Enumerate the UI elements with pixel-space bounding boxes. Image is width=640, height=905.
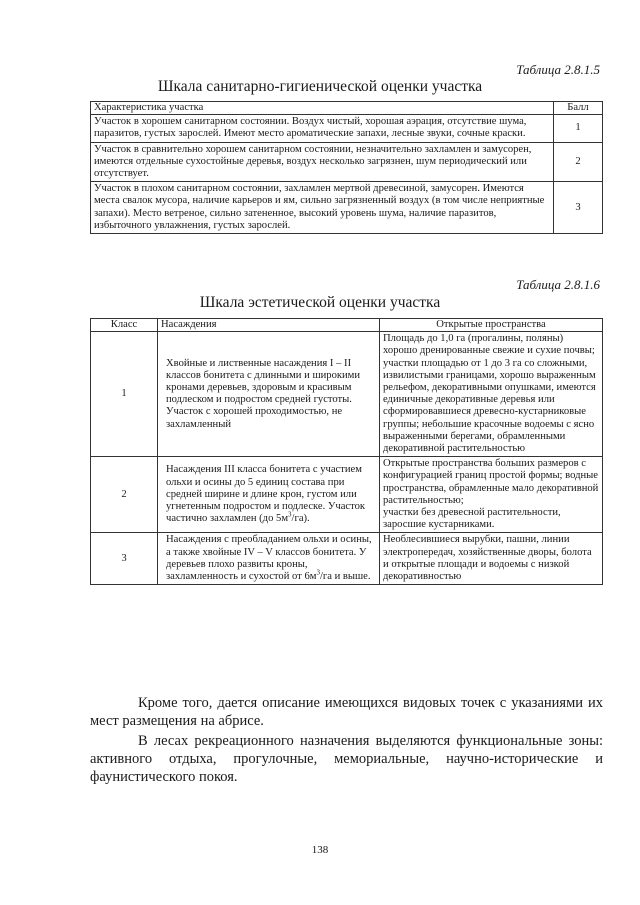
table-header-row bbox=[91, 319, 603, 332]
table-cell bbox=[380, 332, 603, 457]
cell-text: /га). bbox=[291, 513, 310, 525]
cell-text: Насаждения с преобладанием ольхи и осины, а также хвойные IV – V классов бонитета. У деревьев плохо развиты кроны, захламленность и сухостой от 6м bbox=[166, 534, 372, 583]
table-cell: 2 bbox=[554, 142, 603, 182]
superscript: 3 bbox=[288, 510, 292, 519]
table-header-row bbox=[91, 102, 603, 115]
column-header: Насаждения bbox=[158, 319, 380, 332]
table-cell: 2 bbox=[91, 457, 158, 533]
table2-label: Таблица 2.8.1.6 bbox=[516, 277, 600, 292]
cell-line: участки без древесной растительности, заросшие кустарниками. bbox=[383, 507, 561, 531]
table-cell: 1 bbox=[554, 115, 603, 142]
cell-line: Необлесившиеся вырубки, пашни, линии электропередач, хозяйственные дворы, болота и открытые площади и водоемы с низкой декоративностью bbox=[383, 534, 592, 583]
table2-title: Шкала эстетической оценки участка bbox=[199, 294, 441, 311]
table-cell: 1 bbox=[91, 332, 158, 457]
cell-line: Открытые пространства больших размеров с конфигурацией границ простой формы; водные пространства, обрамленные мало декоративной растительностью; bbox=[383, 458, 599, 506]
cell-line: участки площадью от 1 до 3 га со сложными, извилистыми границами, хорошо выраженным рельефом, декоративными опушками, имеются единичные декоративные деревья или сформировавшиеся древесно-кустарниковые группы; небольшие красочные водоемы с ясно выраженными берегами, обрамленными декоративной растительностью bbox=[383, 357, 596, 455]
superscript: 3 bbox=[316, 568, 320, 577]
sanitary-scale-table bbox=[90, 101, 603, 234]
table-cell bbox=[380, 457, 603, 533]
table-cell: Участок в плохом санитарном состоянии, захламлен мертвой древесиной, замусорен. Имеются места свалок мусора, наличие карьеров и ям, сильно загрязненный воздух (в том числе неприятные запахи). Место ветреное, сильно затененное, высокий уровень шума, наличие паразитов, избыточного увлажнения, густых зарослей. bbox=[91, 182, 554, 234]
paragraph-text: Кроме того, дается описание имеющихся видовых точек с указаниями их мест размещения на абрисе. bbox=[90, 695, 603, 729]
cell-text: /га и выше. bbox=[319, 571, 371, 583]
aesthetic-scale-table bbox=[90, 318, 603, 585]
page-number: 138 bbox=[311, 844, 329, 856]
table1-title: Шкала санитарно-гигиенической оценки участка bbox=[157, 78, 483, 95]
table-row bbox=[91, 115, 603, 142]
table-cell bbox=[158, 457, 380, 533]
table-row bbox=[91, 332, 603, 457]
cell-text: Насаждения III класса бонитета с участием ольхи и осины до 5 единиц состава при средней ширине и длине крон, густом или угнетенным подростом и подлеске. Участок частично захламлен (до 5м bbox=[166, 464, 366, 525]
table-row bbox=[91, 142, 603, 182]
table-cell: Участок в сравнительно хорошем санитарном состоянии, незначительно захламлен и замусорен, имеются отдельные сухостойные деревья, воздух несколько загрязнен, шум периодический или отсутствует. bbox=[91, 142, 554, 182]
table-cell bbox=[380, 533, 603, 585]
table-cell bbox=[158, 533, 380, 585]
paragraph-text: В лесах рекреационного назначения выделяются функциональные зоны: активного отдыха, прогулочные, мемориальные, научно-исторические и фаунистического покоя. bbox=[90, 733, 603, 785]
column-header: Характеристика участка bbox=[91, 102, 554, 115]
column-header: Открытые пространства bbox=[380, 319, 603, 332]
table-row bbox=[91, 182, 603, 234]
column-header: Балл bbox=[554, 102, 603, 115]
table-cell: Участок в хорошем санитарном состоянии. Воздух чистый, хорошая аэрация, отсутствие шума, паразитов, густых зарослей. Имеют место ароматические запахи, лесные звуки, сочные краски. bbox=[91, 115, 554, 142]
table-row bbox=[91, 457, 603, 533]
table1-label: Таблица 2.8.1.5 bbox=[516, 62, 600, 77]
table-cell: 3 bbox=[91, 533, 158, 585]
table-cell: Хвойные и лиственные насаждения I – II классов бонитета с длинными и широкими кронами деревьев, здоровым и красивым подлеском и подростом средней густоты. Участок с хорошей проходимостью, не захламленный bbox=[158, 332, 380, 457]
cell-line: Площадь до 1,0 га (прогалины, поляны) хорошо дренированные свежие и сухие почвы; bbox=[383, 333, 595, 357]
column-header: Класс bbox=[91, 319, 158, 332]
paragraph bbox=[90, 694, 603, 730]
table-row bbox=[91, 533, 603, 585]
table-cell: 3 bbox=[554, 182, 603, 234]
paragraph bbox=[90, 732, 603, 786]
